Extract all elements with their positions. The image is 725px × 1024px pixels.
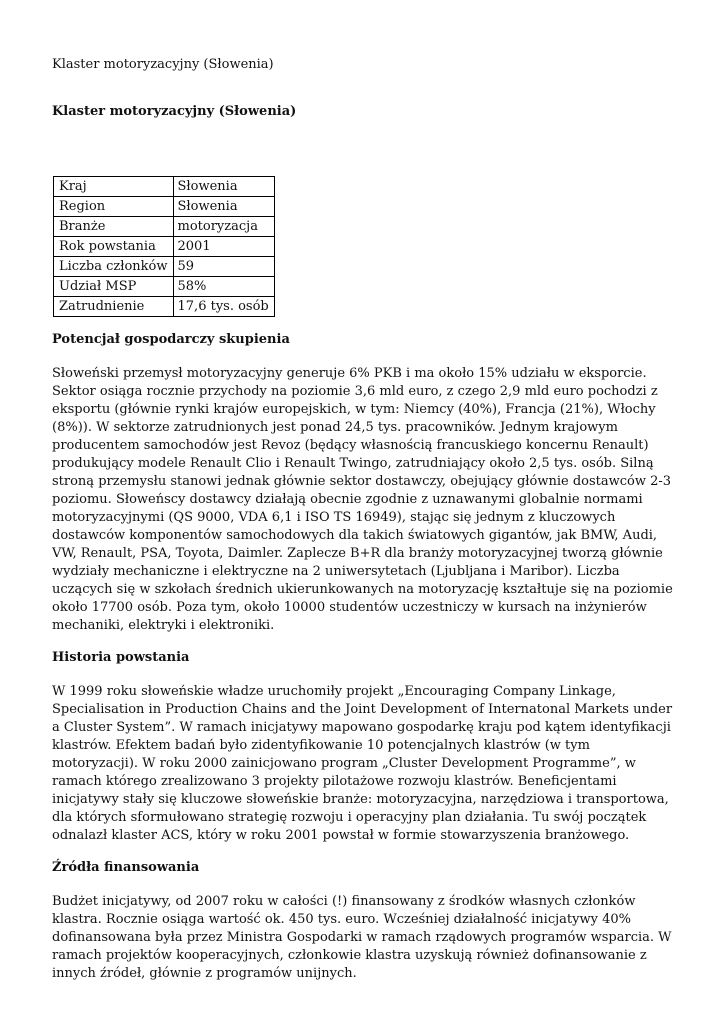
table-label: Region (54, 197, 174, 217)
table-value: 58% (173, 277, 274, 297)
table-value: Słowenia (173, 197, 274, 217)
info-table (53, 176, 275, 317)
table-row (54, 197, 275, 217)
table-row (54, 297, 275, 317)
table-row (54, 237, 275, 257)
section-body-history: W 1999 roku słoweńskie władze uruchomiły projekt „Encouraging Company Linkage, Specialisation in Production Chains and the Joint Development of Internatonal Markets under a Cluster System”. W ramach inicjatywy mapowano gospodarkę kraju pod kątem identyfikacji klastrów. Efektem badań było zidentyfikowanie 10 potencjalnych klastrów (w tym motoryzacji). W roku 2000 zainicjowano program „Cluster Development Programme”, w ramach którego zrealizowano 3 projekty pilotażowe rozwoju klastrów. Beneficjentami inicjatywy stały się kluczowe słoweńskie branże: motoryzacyjna, narzędziowa i transportowa, dla których sformułowano strategię rozwoju i operacyjny plan działania. Tu swój początek odnalazł klaster ACS, który w roku 2001 powstał w formie stowarzyszenia branżowego. (52, 684, 673, 843)
table-value: 17,6 tys. osób (173, 297, 274, 317)
table-value: motoryzacja (173, 217, 274, 237)
table-value: Słowenia (173, 177, 274, 197)
table-row (54, 277, 275, 297)
table-value: 2001 (173, 237, 274, 257)
table-label: Liczba członków (54, 257, 174, 277)
table-label: Zatrudnienie (54, 297, 174, 317)
section-heading-funding: Źródła finansowania (52, 860, 200, 875)
section-heading-potential: Potencjał gospodarczy skupienia (52, 332, 290, 347)
table-value: 59 (173, 257, 274, 277)
table-label: Rok powstania (54, 237, 174, 257)
table-row (54, 177, 275, 197)
table-label: Udział MSP (54, 277, 174, 297)
section-heading-history: Historia powstania (52, 650, 190, 665)
table-row (54, 217, 275, 237)
table-label: Branże (54, 217, 174, 237)
table-label: Kraj (54, 177, 174, 197)
section-body-potential: Słoweński przemysł motoryzacyjny generuje 6% PKB i ma około 15% udziału w eksporcie. Sektor osiąga rocznie przychody na poziomie 3,6 mld euro, z czego 2,9 mld euro pochodzi z eksportu (głównie rynki krajów europejskich, w tym: Niemcy (40%), Francja (21%), Włochy (8%)). W sektorze zatrudnionych jest ponad 24,5 tys. pracowników. Jednym krajowym producentem samochodów jest Revoz (będący własnością francuskiego koncernu Renault) produkujący modele Renault Clio i Renault Twingo, zatrudniający około 2,5 tys. osób. Silną stroną przemysłu stanowi jednak głównie sektor dostawczy, obejujący głównie dostawców 2-3 poziomu. Słoweńscy dostawcy działają obecnie zgodnie z uznawanymi globalnie normami motoryzacyjnymi (QS 9000, VDA 6,1 i ISO TS 16949), stając się jednym z kluczowych dostawców komponentów samochodowych dla takich światowych gigantów, jak BMW, Audi, VW, Renault, PSA, Toyota, Daimler. Zaplecze B+R dla branży motoryzacyjnej tworzą głównie wydziały mechaniczne i elektryczne na 2 uniwersytetach (Ljubljana i Maribor). Liczba uczących się w szkołach średnich ukierunkowanych na motoryzację kształtuje się na poziomie około 17700 osób. Poza tym, około 10000 studentów uczestniczy w kursach na inżynierów mechaniki, elektryki i elektroniki. (52, 366, 673, 633)
document-title: Klaster motoryzacyjny (Słowenia) (52, 104, 297, 119)
table-row (54, 257, 275, 277)
running-title: Klaster motoryzacyjny (Słowenia) (52, 57, 274, 72)
section-body-funding: Budżet inicjatywy, od 2007 roku w całości (!) finansowany z środków własnych członków klastra. Rocznie osiąga wartość ok. 450 tys. euro. Wcześniej działalność inicjatywy 40% dofinansowana była przez Ministra Gospodarki w ramach rządowych programów wsparcia. W ramach projektów kooperacyjnych, członkowie klastra uzyskują również dofinansowanie z innych źródeł, głównie z programów unijnych. (52, 894, 672, 981)
